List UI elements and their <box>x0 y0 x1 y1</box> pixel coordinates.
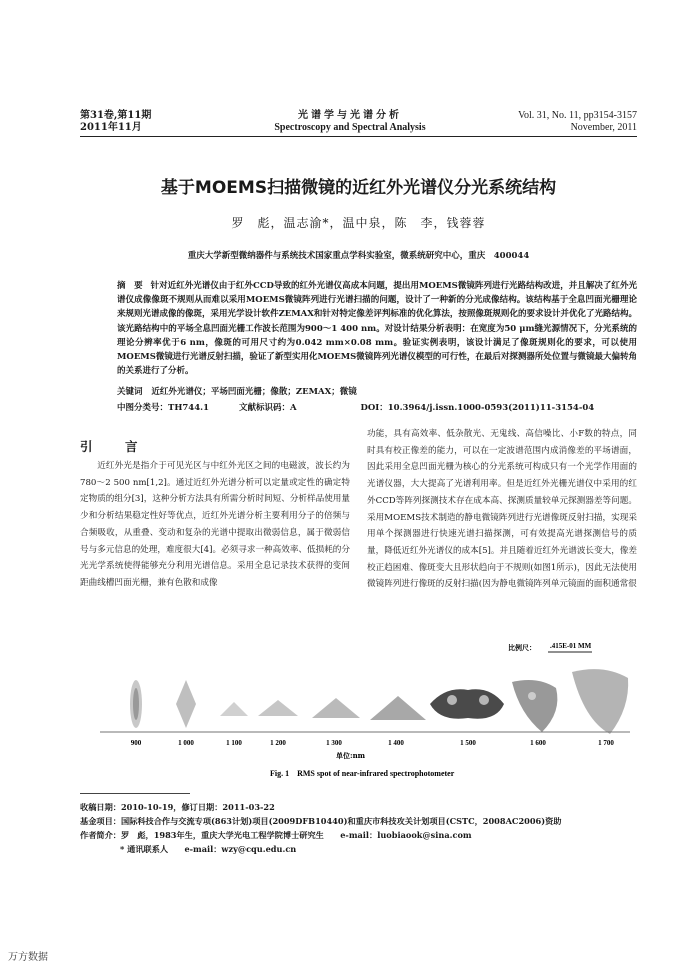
spot-1000 <box>176 680 196 728</box>
spot-1400 <box>370 696 426 720</box>
footnote-divider <box>80 793 190 794</box>
watermark: 万方数据 <box>8 952 48 963</box>
keywords <box>117 385 637 397</box>
fund-info: 基金项目：国际科技合作与交流专项(863计划)项目(2009DFB10440)和重庆市科技攻关计划项目(CSTC，2008AC2006)资助 <box>80 816 562 826</box>
spot-900 <box>130 680 142 728</box>
volume-pages: Vol. 31, No. 11, pp3154-3157 <box>518 110 637 121</box>
wl-label-1500: 1 500 <box>460 739 476 747</box>
section-heading-introduction: 引 言 <box>80 439 148 454</box>
spot-1300 <box>312 698 360 718</box>
spot-1500 <box>430 689 504 718</box>
clc-code: TH744.1 <box>168 403 209 413</box>
scale-label: 比例尺： <box>508 643 536 652</box>
author-list: 罗 彪，温志渝*，温中泉，陈 李，钱蓉蓉 <box>231 216 486 230</box>
figure-rms-spot <box>100 642 637 782</box>
classification-line <box>117 401 677 413</box>
abstract <box>117 279 637 378</box>
abstract-text: 针对近红外光谱仪由于红外CCD导致的红外光谱仪高成本问题，提出用MOEMS微镜阵列进行光路结构改进，并且解决了红外光谱仪成像像斑不规则从而难以采用MOEMS微镜阵列进行光谱扫描的问题，设计了一种新的分光成像结构。该结构基于全息凹面光栅理论来规则光谱成像的像斑，采用光学设计软件ZEMAX和针对特定像差评判标准的优化算法，按照像斑规则化的要求设计并优化了光路结构。该光路结构中的平场全息凹面光栅工作波长范围为900～1 400 nm。对设计结果分析表明：在宽度为50 μm缝光源情况下，分光系统的理论分辨率优于6 nm，像斑的可用尺寸约为0.042 mm×0.08 mm。验证实例表明，该设计满足了像斑规则化的要求，可以使用MOEMS微镜进行光谱反射扫描，验证了新型实用化MOEMS微镜阵列光谱仪模型的可行性，在最后对探测器所处位置与微镜最大偏转角的关系进行了分析。 <box>117 281 637 377</box>
journal-title-block <box>230 110 470 134</box>
issue-date-cn: 2011年11月 <box>80 122 142 133</box>
affiliation: 重庆大学新型微纳器件与系统技术国家重点学科实验室，微系统研究中心，重庆 400044 <box>187 251 530 261</box>
spot-1100 <box>220 702 248 716</box>
issue-date-en: November, 2011 <box>570 122 637 133</box>
scale-value: .415E-01 MM <box>550 642 592 650</box>
corresponding-author: * 通讯联系人 e-mail：wzy@cqu.edu.cn <box>120 844 297 854</box>
header-divider <box>80 136 637 137</box>
intro-paragraph-left: 近红外光是指介于可见光区与中红外光区之间的电磁波，波长约为780～2 500 nm[1,2]。通过近红外光谱分析可以定量或定性的确定特定物质的组分[3]，这种分析方法具有所需分析时间短、分析样品使用量少和分析结果稳定性好等优点，近红外光谱分析主要利用分子的倍频与合频吸收，从重叠、变动和复杂的光谱中提取出微弱信息，属于微弱信号与多元信息的处理，难度很大[4]。必须寻求一种高效率、低损耗的分光光学系统使得能够充分利用光谱信息。采用全息记录技术获得的变间距曲线槽凹面光栅，兼有色散和成像 <box>80 461 350 588</box>
wl-label-1200: 1 200 <box>270 739 286 747</box>
paper-title: 基于MOEMS扫描微镜的近红外光谱仪分光系统结构 <box>160 178 557 198</box>
wl-label-1300: 1 300 <box>326 739 342 747</box>
wavelength-axis-labels <box>131 739 615 747</box>
doi-value: 10.3964/j.issn.1000-0593(2011)11-3154-04 <box>387 403 595 413</box>
doc-code: A <box>289 403 297 413</box>
intro-column-left <box>80 458 350 592</box>
spot-1700 <box>572 669 628 734</box>
wl-label-1100: 1 100 <box>226 739 242 747</box>
figure-caption: Fig. 1 RMS spot of near-infrared spectrophotometer <box>270 769 455 778</box>
wl-label-1000: 1 000 <box>178 739 194 747</box>
unit-label: 单位:nm <box>336 751 366 760</box>
keywords-label: 关键词 <box>117 387 143 397</box>
wl-label-1400: 1 400 <box>388 739 404 747</box>
intro-column-right <box>367 426 637 593</box>
received-dates: 收稿日期：2010-10-19，修订日期：2011-03-22 <box>80 802 275 812</box>
doi-label: DOI： <box>360 403 388 413</box>
journal-title-en: Spectroscopy and Spectral Analysis <box>274 122 426 133</box>
footnotes <box>80 800 640 856</box>
wl-label-900: 900 <box>130 739 142 747</box>
spot-1600 <box>512 680 557 732</box>
wl-label-1600: 1 600 <box>530 739 546 747</box>
clc-label: 中图分类号： <box>117 403 169 413</box>
journal-pages-info <box>518 110 637 134</box>
journal-title-cn: 光谱学与光谱分析 <box>298 110 402 121</box>
spot-1200 <box>258 700 298 716</box>
journal-volume-info <box>80 110 151 134</box>
abstract-label: 摘 要 <box>117 281 143 291</box>
intro-paragraph-right: 功能，具有高效率、低杂散光、无鬼线、高信噪比、小F数的特点，同时具有校正像差的能力，可以在一定波谱范围内成消像差的平场谱面，因此采用全息凹面光栅为核心的分光系统可构成只有一个光学作用面的光谱仪器，大大提高了光谱利用率。但是近红外光栅光谱仪中采用的红外CCD等阵列探测技术存在成本高、探测质量较单元探测器差等问题。采用MOEMS技术制造的静电微镜阵列进行光谱像斑反射扫描，实现采用单个探测器进行快速光谱扫描探测，可有效提高光谱探测信号的质量，降低近红外光谱仪的成本[5]。并且随着近红外光谱波长变大，像差校正趋困难、像斑变大且形状趋向于不规则(如图1所示)，因此无法使用微镜阵列进行像斑的反射扫描(因为静电微镜阵列单元镜面的面积通常很 <box>367 429 637 590</box>
volume-issue: 第31卷,第11期 <box>80 110 152 121</box>
author-bio: 作者简介：罗 彪，1983年生，重庆大学光电工程学院博士研究生 e-mail：luobiaook@sina.com <box>80 830 472 840</box>
doc-code-label: 文献标识码： <box>238 403 290 413</box>
keywords-text: 近红外光谱仪；平场凹面光栅；像散；ZEMAX；微镜 <box>151 387 357 397</box>
wl-label-1700: 1 700 <box>598 739 614 747</box>
